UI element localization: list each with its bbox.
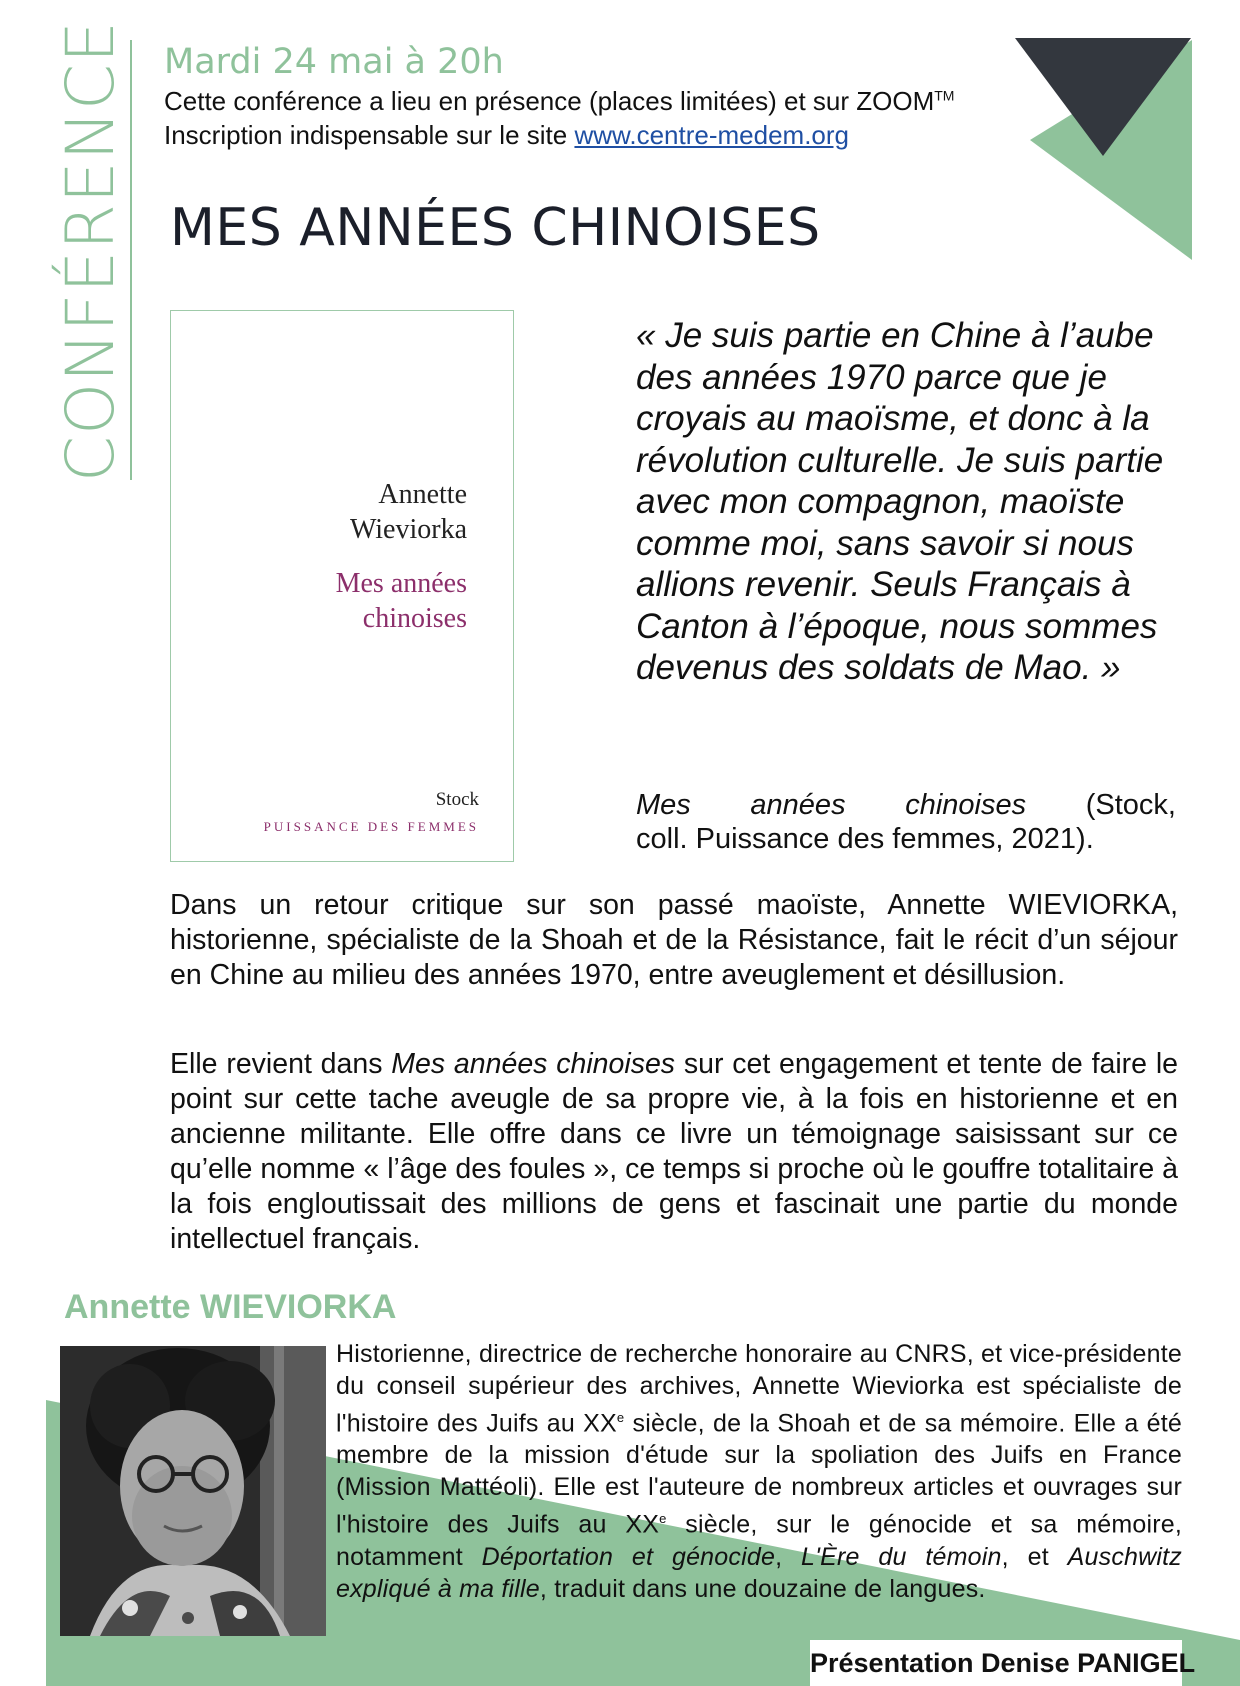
paragraph-text: Elle revient dans	[170, 1048, 392, 1080]
trademark-sup: TM	[934, 87, 955, 104]
conference-title: MES ANNÉES CHINOISES	[170, 198, 821, 258]
book-cover-publisher: Stock	[435, 789, 479, 810]
citation-word: années	[750, 789, 846, 821]
description-paragraph-2	[170, 1047, 1178, 1257]
speaker-photo	[60, 1346, 326, 1636]
bio-book-title: L'Ère du témoin	[801, 1542, 1002, 1571]
book-cover-title: Mes années chinoises	[335, 568, 467, 634]
bio-book-title: Auschwitz expliqué à ma fille	[336, 1542, 1182, 1603]
description-paragraph-1: Dans un retour critique sur son passé maoïste, Annette WIEVIORKA, historienne, spécialiste de la Shoah et de la Résistance, fait le récit d’un séjour en Chine au milieu des années 1970, entre aveuglement et désillusion.	[170, 889, 1178, 991]
side-label: CONFÉRENCE	[52, 20, 129, 482]
book-cover	[170, 310, 514, 862]
registration-info	[164, 120, 849, 151]
citation-line-1	[636, 788, 1176, 822]
dark-triangle-decoration	[1015, 38, 1191, 156]
website-link[interactable]: www.centre-medem.org	[574, 120, 849, 150]
bio-superscript: e	[659, 1511, 667, 1527]
book-title-italic: Mes années chinoises	[391, 1048, 676, 1080]
attendance-info	[164, 86, 954, 117]
bio-text: , et	[1001, 1542, 1068, 1571]
citation-line-2: coll. Puissance des femmes, 2021).	[636, 823, 1094, 855]
quote-citation	[636, 788, 1176, 856]
bio-text: ,	[775, 1542, 802, 1571]
bio-superscript: e	[616, 1410, 625, 1425]
bio-text: siècle, de la Shoah et de sa mémoire. Elle a été membre de la mission d'étude sur la spoliation des Juifs en France (Mission Mattéoli). Elle est l'auteure de nombreux articles et ouvrages sur l'histoire des Juifs au XX	[336, 1409, 1182, 1539]
citation-word: (Stock,	[1085, 789, 1176, 821]
vertical-divider	[130, 40, 132, 480]
citation-word: chinoises	[905, 789, 1027, 821]
book-cover-author: Annette Wieviorka	[349, 479, 467, 545]
speaker-name: Annette WIEVIORKA	[64, 1288, 397, 1326]
registration-text: Inscription indispensable sur le site	[164, 120, 575, 150]
bio-text: Historienne, directrice de recherche honoraire au CNRS, et vice-présidente du conseil supérieur des archives, Annette Wieviorka est spécialiste de l'histoire des Juifs au XX	[336, 1340, 1182, 1438]
bio-text: , traduit dans une douzaine de langues.	[539, 1574, 986, 1603]
attendance-text: Cette conférence a lieu en présence (places limitées) et sur ZOOM	[164, 86, 935, 116]
speaker-bio	[336, 1338, 1182, 1605]
bio-text: siècle, sur le génocide et sa mémoire, notamment	[336, 1510, 1182, 1571]
citation-word: Mes	[636, 789, 691, 821]
book-quote: « Je suis partie en Chine à l’aube des années 1970 parce que je croyais au maoïsme, et donc à la révolution culturelle. Je suis partie avec mon compagnon, maoïste comme moi, sans savoir si nous allions revenir. Seuls Français à Canton à l’époque, nous sommes devenus des soldats de Mao. »	[636, 316, 1164, 687]
book-cover-collection: PUISSANCE DES FEMMES	[263, 819, 479, 834]
presenter-credit: Présentation Denise PANIGEL	[810, 1640, 1182, 1686]
paragraph-text: sur cet engagement et tente de faire le point sur cette tache aveugle de sa propre vie, à la fois en historienne et en ancienne militante. Elle offre dans ce livre un témoignage saisissant sur ce qu’elle nomme « l’âge des foules », ce temps si proche où le gouffre totalitaire à la fois engloutissait des millions de gens et fascinait une partie du monde intellectuel français.	[170, 1048, 1179, 1255]
bio-book-title: Déportation et génocide	[481, 1542, 776, 1571]
event-date: Mardi 24 mai à 20h	[164, 42, 504, 82]
